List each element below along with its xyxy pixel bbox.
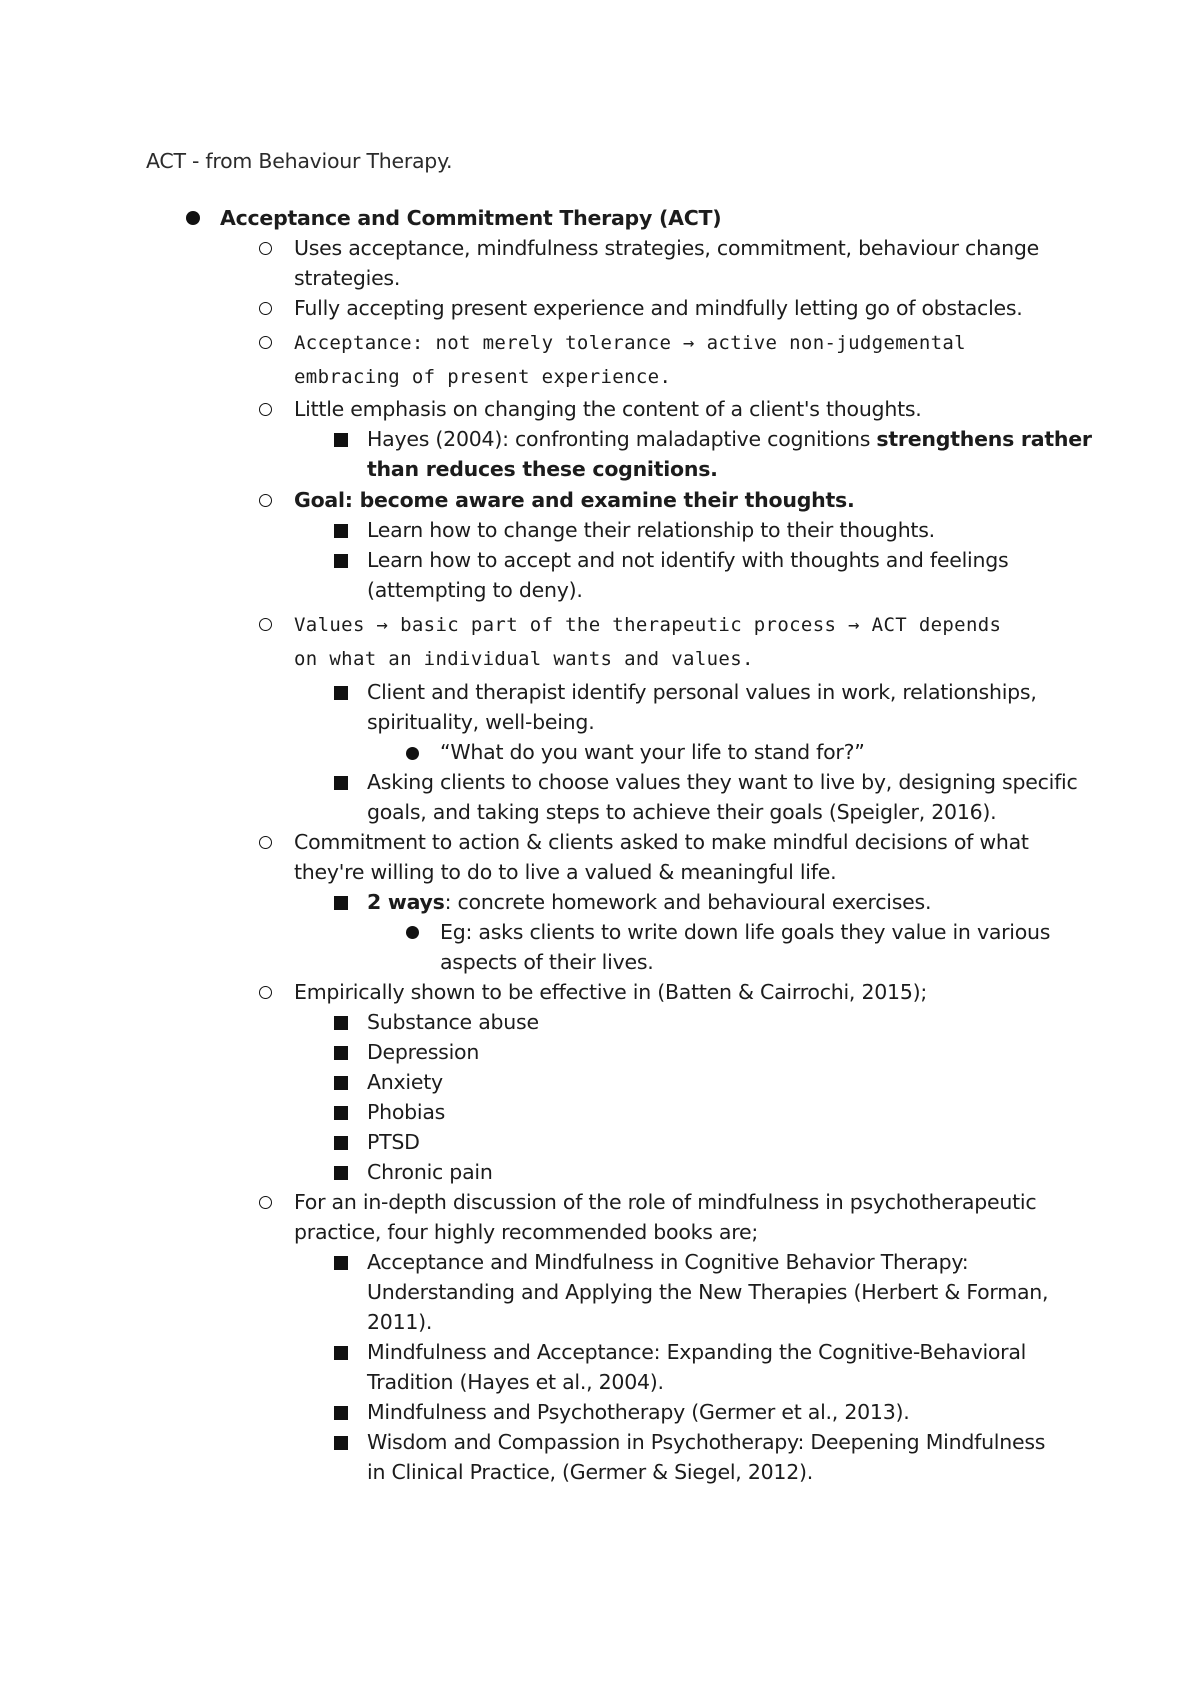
filled-bullet-icon <box>406 926 419 939</box>
list-item-text: Asking clients to choose values they want to live by, designing specific <box>367 770 1078 794</box>
hayes-emphasis: strengthens rather <box>876 427 1092 451</box>
square-bullet-icon <box>334 1346 348 1360</box>
list-item-text: than reduces these cognitions. <box>367 457 718 481</box>
list-item-text: Chronic pain <box>367 1160 493 1184</box>
list-item-text: For an in-depth discussion of the role of mindfulness in psychotherapeutic <box>294 1190 1037 1214</box>
square-bullet-icon <box>334 554 348 568</box>
square-bullet-icon <box>334 1166 348 1180</box>
square-bullet-icon <box>334 1406 348 1420</box>
list-item-text: embracing of present experience. <box>294 366 672 388</box>
list-item-text: Depression <box>367 1040 480 1064</box>
square-bullet-icon <box>334 1256 348 1270</box>
list-item-text: (attempting to deny). <box>367 578 583 602</box>
list-item-text: Goal: become aware and examine their thoughts. <box>294 488 855 512</box>
list-item-text: they're willing to do to live a valued & meaningful life. <box>294 860 837 884</box>
square-bullet-icon <box>334 1436 348 1450</box>
list-item-text: Anxiety <box>367 1070 443 1094</box>
list-item-text: Learn how to change their relationship to their thoughts. <box>367 518 935 542</box>
document-title: ACT - from Behaviour Therapy. <box>146 149 453 173</box>
list-item-text: Learn how to accept and not identify with thoughts and feelings <box>367 548 1009 572</box>
list-item-text: on what an individual wants and values. <box>294 648 754 670</box>
list-item-text: aspects of their lives. <box>440 950 654 974</box>
hollow-circle-bullet-icon <box>259 494 272 507</box>
list-item-text: 2011). <box>367 1310 433 1334</box>
list-item-text: Wisdom and Compassion in Psychotherapy: Deepening Mindfulness <box>367 1430 1046 1454</box>
list-item-text: Substance abuse <box>367 1010 539 1034</box>
list-item-text <box>367 887 931 917</box>
square-bullet-icon <box>334 686 348 700</box>
list-item-text: Understanding and Applying the New Therapies (Herbert & Forman, <box>367 1280 1049 1304</box>
square-bullet-icon <box>334 1106 348 1120</box>
ways-text: : concrete homework and behavioural exercises. <box>444 890 932 914</box>
list-item-text: spirituality, well-being. <box>367 710 595 734</box>
hollow-circle-bullet-icon <box>259 403 272 416</box>
list-item-text: Client and therapist identify personal values in work, relationships, <box>367 680 1037 704</box>
square-bullet-icon <box>334 1046 348 1060</box>
list-item-text: PTSD <box>367 1130 420 1154</box>
list-item-text: Values → basic part of the therapeutic process → ACT depends <box>294 614 1002 636</box>
list-item-text: Little emphasis on changing the content of a client's thoughts. <box>294 397 922 421</box>
list-item-text: Mindfulness and Psychotherapy (Germer et al., 2013). <box>367 1400 910 1424</box>
hollow-circle-bullet-icon <box>259 836 272 849</box>
section-heading: Acceptance and Commitment Therapy (ACT) <box>220 206 722 230</box>
hollow-circle-bullet-icon <box>259 986 272 999</box>
hollow-circle-bullet-icon <box>259 618 272 631</box>
ways-emphasis: 2 ways <box>367 890 445 914</box>
square-bullet-icon <box>334 1136 348 1150</box>
list-item-text: Uses acceptance, mindfulness strategies, commitment, behaviour change <box>294 236 1039 260</box>
list-item-text: Eg: asks clients to write down life goals they value in various <box>440 920 1051 944</box>
square-bullet-icon <box>334 896 348 910</box>
list-item-text: practice, four highly recommended books are; <box>294 1220 758 1244</box>
square-bullet-icon <box>334 524 348 538</box>
square-bullet-icon <box>334 776 348 790</box>
list-item-text: Acceptance: not merely tolerance → active non-judgemental <box>294 332 966 354</box>
list-item-text <box>367 424 1092 454</box>
hollow-circle-bullet-icon <box>259 336 272 349</box>
hollow-circle-bullet-icon <box>259 1196 272 1209</box>
square-bullet-icon <box>334 1076 348 1090</box>
list-item-text: Empirically shown to be effective in (Batten & Cairrochi, 2015); <box>294 980 928 1004</box>
list-item-text: Fully accepting present experience and mindfully letting go of obstacles. <box>294 296 1023 320</box>
list-item-text: Commitment to action & clients asked to make mindful decisions of what <box>294 830 1029 854</box>
list-item-text: Tradition (Hayes et al., 2004). <box>367 1370 664 1394</box>
hayes-text: Hayes (2004): confronting maladaptive cognitions <box>367 427 877 451</box>
list-item-text: Acceptance and Mindfulness in Cognitive Behavior Therapy: <box>367 1250 969 1274</box>
square-bullet-icon <box>334 1016 348 1030</box>
list-item-text: in Clinical Practice, (Germer & Siegel, 2012). <box>367 1460 814 1484</box>
list-item-text: goals, and taking steps to achieve their goals (Speigler, 2016). <box>367 800 997 824</box>
filled-bullet-icon <box>406 747 419 760</box>
list-item-text: Mindfulness and Acceptance: Expanding the Cognitive-Behavioral <box>367 1340 1027 1364</box>
list-item-text: “What do you want your life to stand for?” <box>440 740 865 764</box>
list-item-text: strategies. <box>294 266 401 290</box>
list-item-text: Phobias <box>367 1100 446 1124</box>
square-bullet-icon <box>334 433 348 447</box>
hollow-circle-bullet-icon <box>259 242 272 255</box>
hollow-circle-bullet-icon <box>259 302 272 315</box>
filled-bullet-icon <box>186 211 200 225</box>
